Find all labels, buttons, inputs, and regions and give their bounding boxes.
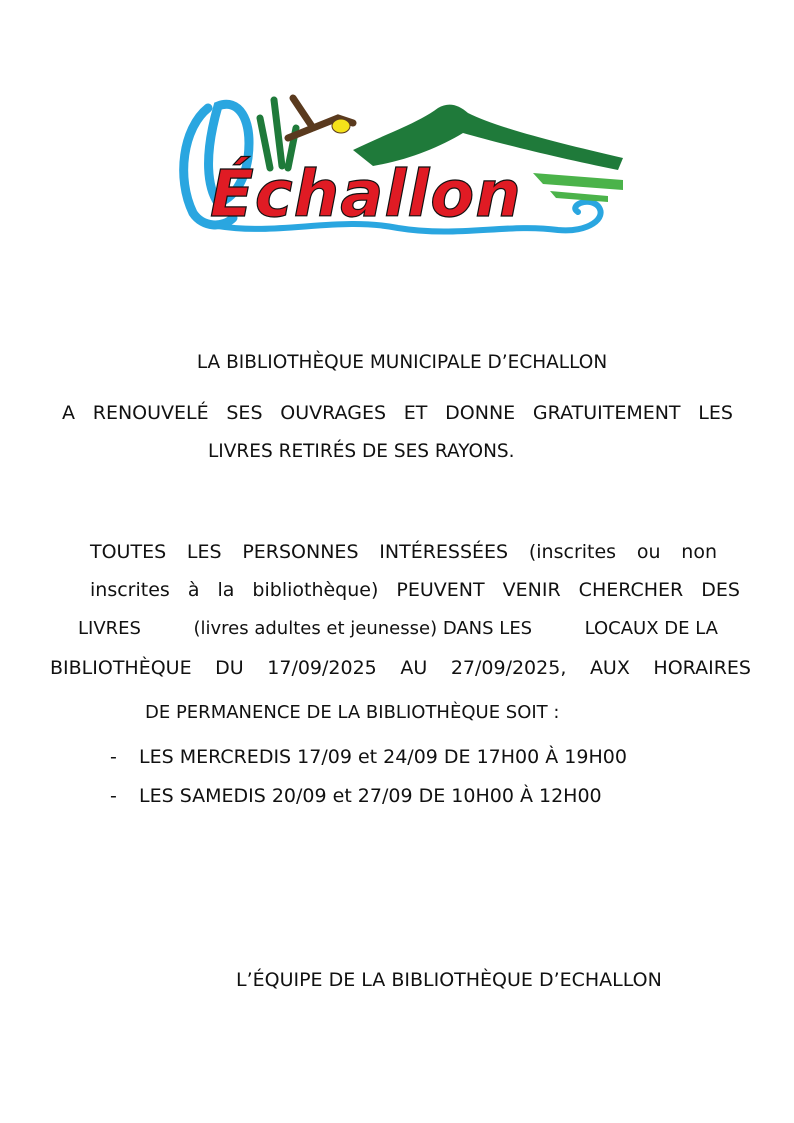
word: A bbox=[62, 402, 75, 424]
bullet-dash: - bbox=[110, 785, 117, 807]
bullet-dash: - bbox=[110, 746, 117, 768]
word: la bbox=[217, 579, 235, 601]
word: RENOUVELÉ bbox=[92, 402, 209, 424]
word: (inscrites bbox=[528, 541, 617, 563]
logo-light-green bbox=[533, 173, 623, 202]
schedule-text: LES MERCREDIS 17/09 et 24/09 DE 17H00 À 19H00 bbox=[139, 746, 627, 768]
word: DES bbox=[701, 579, 740, 601]
body-line-1 bbox=[90, 541, 717, 563]
word: AUX bbox=[589, 657, 630, 679]
word: LOCAUX DE LA bbox=[584, 618, 718, 639]
word: LES bbox=[698, 402, 733, 424]
word: TOUTES bbox=[90, 541, 167, 563]
schedule-item bbox=[110, 785, 602, 807]
word: VENIR bbox=[502, 579, 561, 601]
logo-flower bbox=[332, 119, 350, 133]
word: DU bbox=[215, 657, 244, 679]
word: non bbox=[681, 541, 717, 563]
word: à bbox=[187, 579, 200, 601]
signature: L’ÉQUIPE DE LA BIBLIOTHÈQUE D’ECHALLON bbox=[236, 969, 662, 991]
heading-line-3: LIVRES RETIRÉS DE SES RAYONS. bbox=[208, 441, 515, 462]
word: SES bbox=[226, 402, 263, 424]
echallon-logo bbox=[178, 88, 628, 243]
word: AU bbox=[400, 657, 428, 679]
word: BIBLIOTHÈQUE bbox=[50, 657, 192, 679]
body-line-5: DE PERMANENCE DE LA BIBLIOTHÈQUE SOIT : bbox=[145, 702, 560, 723]
word: LES bbox=[186, 541, 222, 563]
word: inscrites bbox=[90, 579, 170, 601]
word: GRATUITEMENT bbox=[532, 402, 681, 424]
schedule-text: LES SAMEDIS 20/09 et 27/09 DE 10H00 À 12H00 bbox=[139, 785, 602, 807]
word: (livres adultes et jeunesse) DANS LES bbox=[193, 618, 533, 639]
body-line-4 bbox=[50, 657, 751, 679]
word: HORAIRES bbox=[653, 657, 751, 679]
word: PERSONNES bbox=[242, 541, 359, 563]
word: ET bbox=[403, 402, 428, 424]
word: ou bbox=[636, 541, 661, 563]
heading-line-1: LA BIBLIOTHÈQUE MUNICIPALE D’ECHALLON bbox=[196, 352, 608, 373]
word: CHERCHER bbox=[578, 579, 684, 601]
schedule-item bbox=[110, 746, 627, 768]
word: INTÉRESSÉES bbox=[379, 541, 509, 563]
body-line-3 bbox=[78, 618, 718, 639]
word: PEUVENT bbox=[396, 579, 485, 601]
logo-text: Échallon bbox=[210, 158, 522, 232]
word: DONNE bbox=[445, 402, 516, 424]
word: bibliothèque) bbox=[252, 579, 379, 601]
word: 27/09/2025, bbox=[450, 657, 567, 679]
word: LIVRES bbox=[78, 618, 141, 639]
word: 17/09/2025 bbox=[267, 657, 377, 679]
word: OUVRAGES bbox=[280, 402, 387, 424]
body-line-2 bbox=[90, 579, 740, 601]
heading-line-2 bbox=[62, 402, 733, 424]
